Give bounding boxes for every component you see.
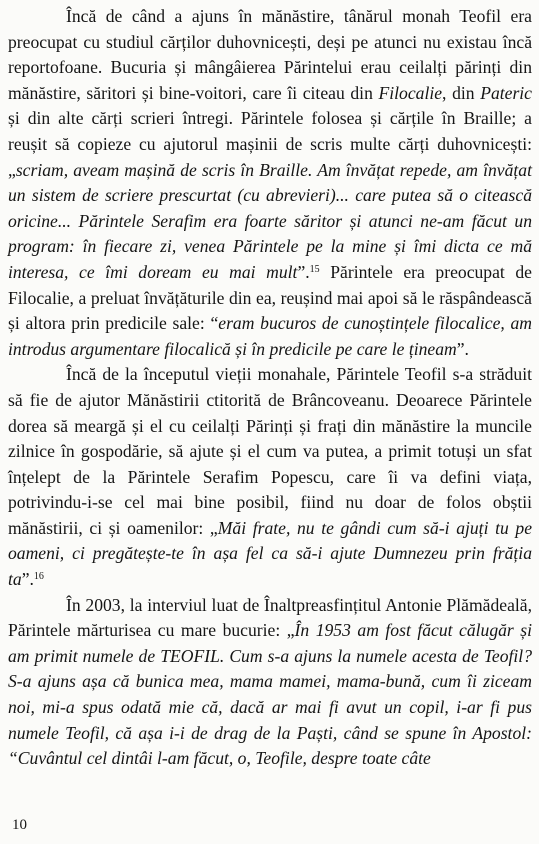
footnote-ref: 15: [309, 263, 320, 275]
quotation: eram bucuros de cunoștințele filocalice, am introdus argumentare filocalică și în predicile pe care le țineam: [8, 313, 533, 359]
text-run: ”.: [297, 261, 310, 282]
text-run: În 2003, la interviul luat de Înaltpreasfințitul Antonie Plămădeală, Părintele mărturisea cu mare bucurie: „: [8, 594, 532, 641]
text-run: ”.: [21, 569, 34, 590]
quotation: scriam, aveam mașină de scris în Braille. Am învățat repede, am învățat un sistem de scriere prescurtat (cu abrevieri)... care putea să o citească oricine... Părintele Serafim era foarte săritor și atunci ne-am făcut un program: în fiecare zi, venea Părintele pe la mine și îmi dicta ce mă interesa, ce îmi doream eu mai mult: [8, 159, 532, 282]
text-run: Încă de când a ajuns în mănăstire, tânărul monah Teofil era preocupat cu studiul cărților duhovnicești, deși pe atunci nu existau încă reportofoane. Bucuria și mângâierea Părintelui erau ceilalți părinți din mănăstire, săritori și bine-voitori, care îi citeau din: [8, 6, 532, 103]
text-run: Încă de la începutul vieții monahale, Părintele Teofil s-a străduit să fie de ajutor Mănăstirii ctitorită de Brâncoveanu. Deoarece Părintele dorea să meargă și el cu ceilalți Părinți și frați din mănăstire la muncile zilnice în gospodărie, să ajute și el cum va putea, a primit totuși un sfat înțelept de la Părintele Serafim Popescu, care îi va defini viața, potrivindu-i-se cel mai bine posibil, fiind nu doar de folos obștii mănăstirii, ci și oamenilor: „: [8, 364, 532, 538]
book-title: Pateric: [480, 82, 532, 103]
text-run: , din: [442, 82, 481, 103]
book-title: Filocalie: [378, 82, 443, 103]
footnote-ref: 16: [33, 571, 44, 583]
body-text: [8, 4, 532, 772]
quotation: Măi frate, nu te gândi cum să-i ajuți tu pe oameni, ci pregătește-te în așa fel ca să-i ajute Dumnezeu prin frăția ta: [8, 517, 533, 590]
paragraph-1: [8, 4, 532, 362]
text-run: Părintele era preocupat de Filocalie, a preluat învățăturile din ea, reușind mai apoi să le răspândească și altora prin predicile sale: “: [8, 261, 532, 334]
text-run: ”.: [456, 338, 469, 359]
text-run: și din alte cărți scrieri întregi. Părintele folosea și cărțile în Braille; a reușit să copieze cu ajutorul mașinii de scris multe cărți duhovnicești: „: [8, 108, 532, 180]
page-number: 10: [12, 817, 27, 833]
paragraph-3: [8, 593, 532, 772]
paragraph-2: [8, 362, 532, 592]
quotation: În 1953 am fost făcut călugăr și am primit numele de TEOFIL. Cum s-a ajuns la numele acesta de Teofil? S-a ajuns așa că bunica mea, mama mamei, mama-bună, cum îi ziceam noi, mi-a spus odată mie că, dacă ar mai fi avut un copil, i-ar fi pus numele Teofil, că așa i-i de drag de la Paști, când se spune în Apostol: “Cuvântul cel dintâi l-am făcut, o, Teofile, despre toate câte: [8, 620, 532, 769]
